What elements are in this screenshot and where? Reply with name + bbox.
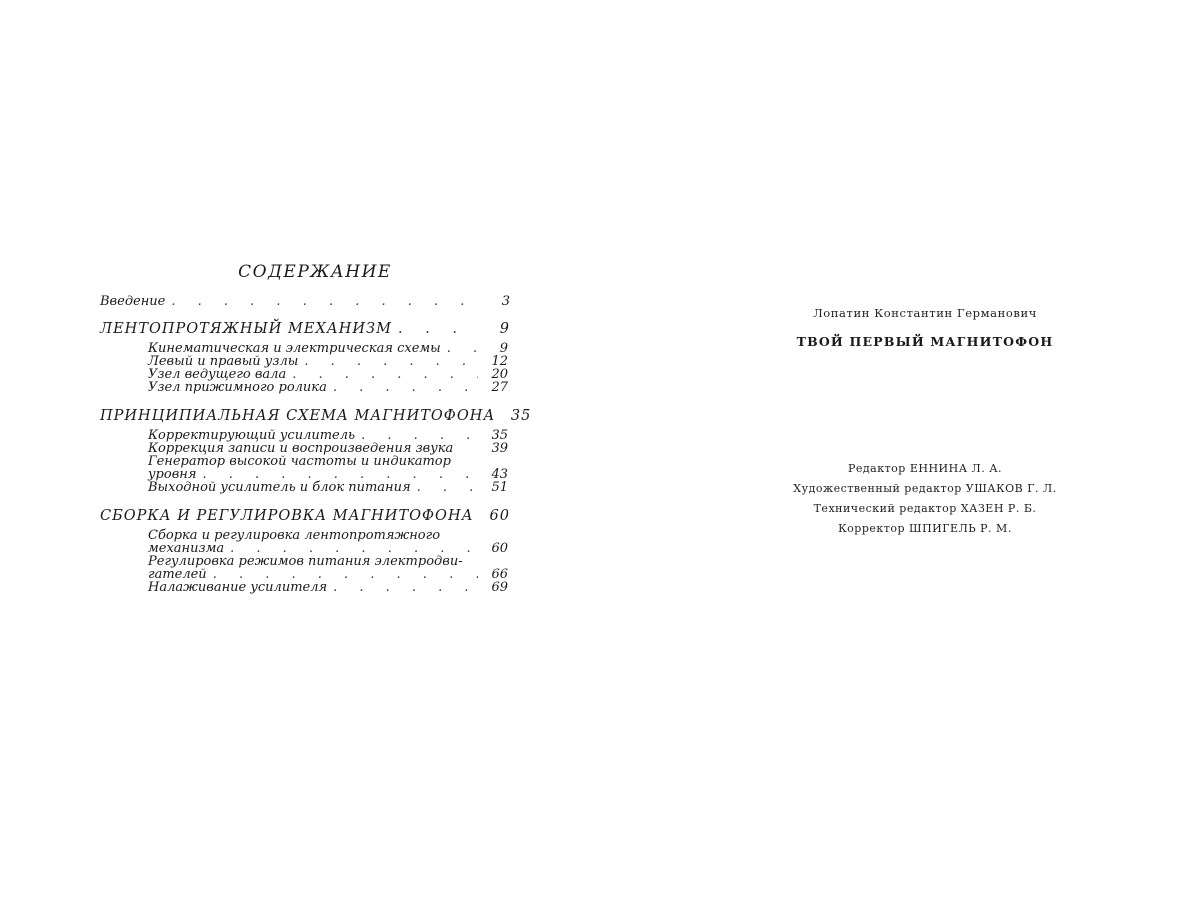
toc-item-page: 12: [491, 354, 508, 369]
toc-item-label: Узел прижимного ролика: [148, 380, 327, 395]
imprint-page: [760, 306, 1090, 539]
toc-section-2: [100, 408, 532, 495]
toc-item-label-line2: механизма: [148, 541, 225, 556]
toc-section-label: ПРИНЦИПИАЛЬНАЯ СХЕМА МАГНИТОФОНА: [100, 408, 496, 424]
toc-title: СОДЕРЖАНИЕ: [238, 262, 392, 282]
toc-item-label-line2: гателей: [148, 567, 207, 582]
book-title: ТВОЙ ПЕРВЫЙ МАГНИТОФОН: [796, 334, 1054, 349]
toc-item-page: 20: [491, 367, 508, 382]
toc-item-page: 66: [491, 567, 508, 582]
toc-subitems: [100, 342, 510, 394]
toc-intro-label: Введение: [100, 294, 166, 309]
toc-section-3: [100, 508, 510, 594]
toc-leader: [417, 481, 478, 494]
toc-item-page: 60: [491, 541, 508, 556]
toc-item-label: Налаживание усилителя: [148, 580, 328, 595]
toc-item-page: 39: [491, 441, 508, 456]
toc-item-label: Корректирующий усилитель: [148, 428, 356, 443]
toc-item-page: 51: [491, 480, 508, 495]
toc-intro-page: 3: [501, 294, 510, 309]
toc-subitems: [100, 429, 510, 494]
toc-section-page: 35: [510, 408, 532, 424]
toc-section-heading: [100, 408, 532, 424]
toc-page: [100, 262, 532, 595]
toc-item-label: Левый и правый узлы: [148, 354, 299, 369]
toc-leader: [171, 294, 480, 310]
toc-item-label: Узел ведущего вала: [148, 367, 287, 382]
toc-item-label-line1: Сборка и регулировка лентопротяжного: [148, 528, 441, 543]
toc-item: [148, 581, 508, 594]
toc-item-label-line1: Генератор высокой частоты и индикатор: [148, 454, 451, 469]
toc-section-label: ЛЕНТОПРОТЯЖНЫЙ МЕХАНИЗМ: [100, 321, 392, 337]
toc-section-page: 60: [489, 508, 510, 524]
toc-leader: [333, 581, 478, 594]
toc-leader: [398, 321, 480, 337]
toc-intro: [100, 294, 510, 310]
toc-item-label-line1: Регулировка режимов питания электродви-: [148, 554, 463, 569]
toc-item-page: 27: [491, 380, 508, 395]
toc-leader: [333, 381, 478, 394]
toc-item-label-line2: уровня: [148, 467, 197, 482]
toc-section-1: [100, 321, 510, 394]
toc-leader: [447, 342, 478, 355]
toc-item-page: 43: [491, 467, 508, 482]
toc-item-page: 9: [499, 341, 508, 356]
toc-item-page: 35: [491, 428, 508, 443]
toc-leader: [304, 355, 478, 368]
toc-section-heading: [100, 321, 510, 337]
credit-editor: Редактор ЕННИНА Л. А.: [847, 462, 1003, 475]
toc-item-label: Коррекция записи и воспроизведения звука: [148, 441, 454, 456]
toc-list: [100, 294, 532, 595]
toc-item: [148, 481, 508, 494]
author-name: Лопатин Константин Германович: [813, 306, 1037, 320]
credit-proofreader: Корректор ШПИГЕЛЬ Р. М.: [838, 522, 1012, 535]
credits-list: [760, 459, 1090, 539]
toc-item-page: 69: [491, 580, 508, 595]
toc-section-page: 9: [499, 321, 510, 337]
toc-item-label: Выходной усилитель и блок питания: [148, 480, 411, 495]
credit-art-editor: Художественный редактор УШАКОВ Г. Л.: [793, 482, 1057, 495]
credit-tech-editor: Технический редактор ХАЗЕН Р. Б.: [813, 502, 1037, 515]
toc-subitems: [100, 529, 510, 594]
toc-item: [148, 381, 508, 394]
toc-item-label: Кинематическая и электрическая схемы: [148, 341, 441, 356]
toc-section-label: СБОРКА И РЕГУЛИРОВКА МАГНИТОФОНА: [100, 508, 474, 524]
toc-section-heading: [100, 508, 510, 524]
